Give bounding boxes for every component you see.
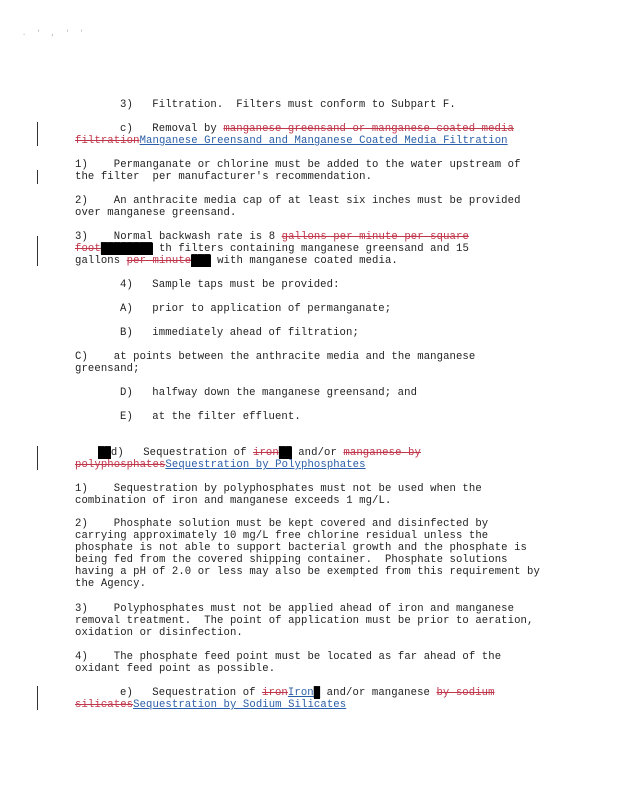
c1-line2: the filter per manufacturer's recommendation. [75,171,373,183]
c4-item-c-line1: C) at points between the anthracite media and the manganese [75,351,476,363]
redaction-block: ████████ [100,243,153,255]
section-d-heading: ██d) Sequestration of iron██ and/or manganese by [98,447,421,459]
c1-line1: 1) Permanganate or chlorine must be added to the water upstream of [75,159,521,171]
d2-line6: the Agency. [75,578,147,590]
c2-line2: over manganese greensand. [75,207,237,219]
c3-line3: gallons per minute███ with manganese coated media. [75,255,398,267]
c2-line1: 2) An anthracite media cap of at least six inches must be provided [75,195,521,207]
c3-line2: foot████████ th filters containing manganese greensand and 15 [75,243,469,255]
section-c-heading: c) Removal by manganese greensand or manganese coated media [120,123,514,135]
c4-item-b: B) immediately ahead of filtration; [120,327,359,339]
section-c-heading-line2: filtrationManganese Greensand and Manganese Coated Media Filtration [75,135,508,147]
d2-line4: being fed from the covered shipping container. Phosphate solutions [75,554,508,566]
redaction-block: ██ [98,447,111,459]
d2-line5: having a pH of 2.0 or less may also be exempted from this requirement by [75,566,540,578]
d3-line3: oxidation or disinfection. [75,627,243,639]
d2-line2: carrying approximately 10 mg/L free chlorine residual unless the [75,530,489,542]
item-3-filtration: 3) Filtration. Filters must conform to Subpart F. [120,99,456,111]
d4-line1: 4) The phosphate feed point must be located as far ahead of the [75,651,502,663]
c4-item-a: A) prior to application of permanganate; [120,303,392,315]
redaction-block: ███ [191,255,211,267]
scan-specks: . ' , ' ' [22,30,87,38]
d2-line3: phosphate is not able to support bacterial growth and the phosphate is [75,542,528,554]
change-bar [37,446,38,470]
d1-line2: combination of iron and manganese exceeds 1 mg/L. [75,495,392,507]
redaction-block: ██ [278,447,292,459]
change-bar [37,122,38,146]
c4-item-e: E) at the filter effluent. [120,411,301,423]
c3-line1: 3) Normal backwash rate is 8 gallons per minute per square [75,231,469,243]
change-bar [37,236,38,266]
d3-line1: 3) Polyphosphates must not be applied ahead of iron and manganese [75,603,515,615]
c4-item-d: D) halfway down the manganese greensand; and [120,387,418,399]
d2-line1: 2) Phosphate solution must be kept covered and disinfected by [75,518,489,530]
c4-heading: 4) Sample taps must be provided: [120,279,340,291]
section-e-heading: e) Sequestration of ironIron█ and/or manganese by sodium [120,687,495,699]
change-bar [37,170,38,184]
c4-item-c-line2: greensand; [75,363,140,375]
change-bar [37,686,38,710]
section-d-heading-line2: polyphosphatesSequestration by Polyphosphates [75,459,366,471]
d4-line2: oxidant feed point as possible. [75,663,276,675]
d1-line1: 1) Sequestration by polyphosphates must not be used when the [75,483,482,495]
section-e-heading-line2: silicatesSequestration by Sodium Silicates [75,699,347,711]
d3-line2: removal treatment. The point of application must be prior to aeration, [75,615,534,627]
redaction-block: █ [313,687,321,699]
